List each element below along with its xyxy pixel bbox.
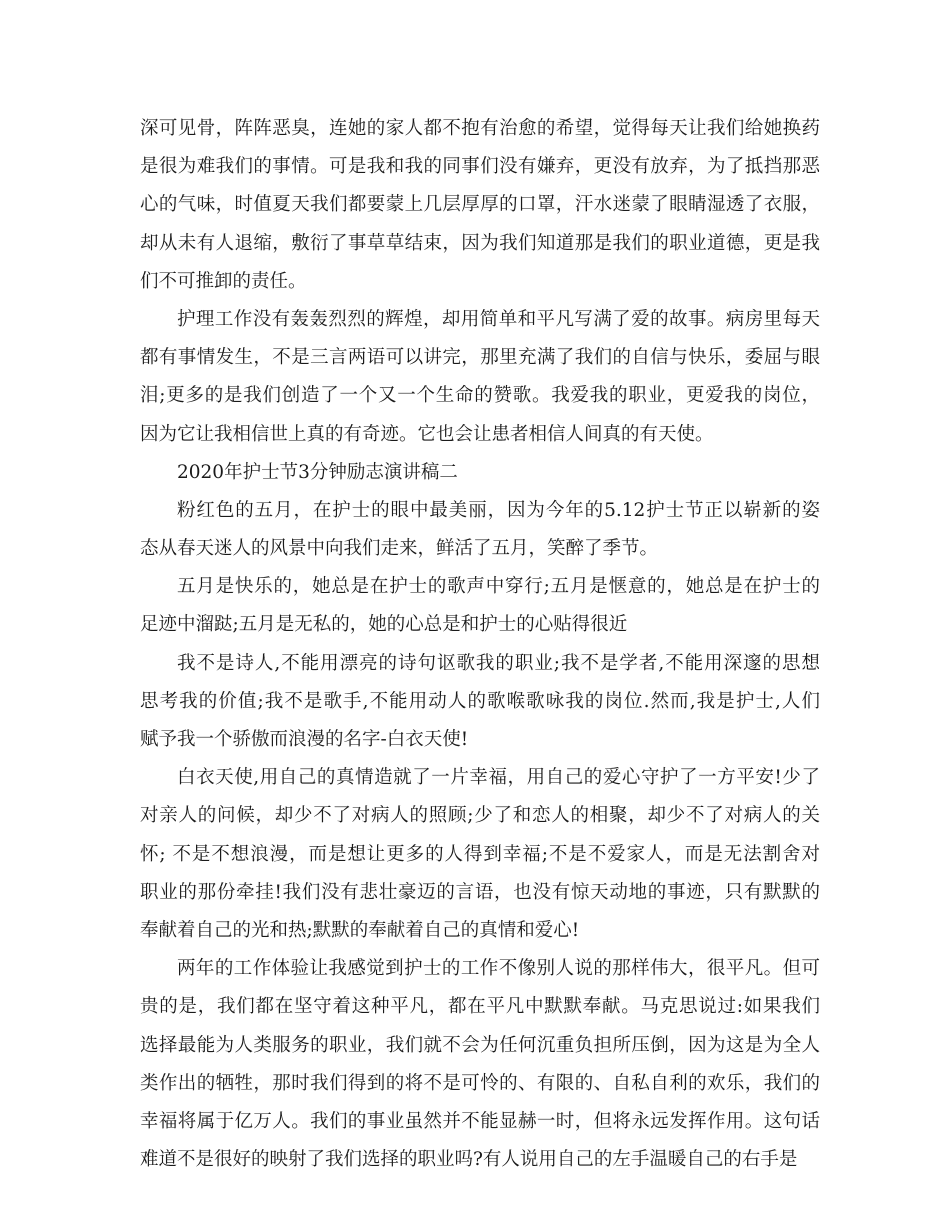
paragraph — [140, 454, 820, 492]
text-line: 足迹中溜跶;五月是无私的，她的心总是和护士的心贴得很近 — [140, 614, 628, 636]
paragraph — [140, 645, 820, 760]
paragraph — [140, 568, 820, 644]
paragraph — [140, 301, 820, 454]
text-line: 五月是快乐的，她总是在护士的歌声中穿行;五月是惬意的，她总是在护士的 — [177, 576, 820, 598]
text-line: 粉红色的五月，在护士的眼中最美丽，因为今年的5.12护士节正以崭新的姿 — [177, 499, 820, 521]
text-line: 赋予我一个骄傲而浪漫的名字-白衣天使! — [140, 729, 469, 750]
text-line: 心的气味，时值夏天我们都要蒙上几层厚厚的口罩，汗水迷蒙了眼睛湿透了衣服， — [140, 194, 820, 216]
text-line: 幸福将属于亿万人。我们的事业虽然并不能显赫一时，但将永远发挥作用。这句话 — [140, 1110, 820, 1132]
text-line: 2020年护士节3分钟励志演讲稿二 — [177, 461, 458, 483]
paragraph — [140, 492, 820, 568]
text-line: 护理工作没有轰轰烈烈的辉煌，却用简单和平凡写满了爱的故事。病房里每天 — [177, 308, 820, 330]
paragraph — [140, 950, 820, 1179]
paragraph — [140, 759, 820, 950]
text-line: 泪;更多的是我们创造了一个又一个生命的赞歌。我爱我的职业，更爱我的岗位， — [140, 385, 820, 407]
text-line: 因为它让我相信世上真的有奇迹。它也会让患者相信人间真的有天使。 — [140, 423, 714, 445]
text-line: 难道不是很好的映射了我们选择的职业吗?有人说用自己的左手温暖自己的右手是 — [140, 1149, 798, 1171]
text-line: 是很为难我们的事情。可是我和我的同事们没有嫌弃，更没有放弃，为了抵挡那恶 — [140, 156, 820, 178]
text-line: 选择最能为人类服务的职业，我们就不会为任何沉重负担所压倒，因为这是为全人 — [140, 1034, 820, 1056]
text-line: 思考我的价值;我不是歌手,不能用动人的歌喉歌咏我的岗位.然而,我是护士,人们 — [140, 690, 820, 712]
text-line: 类作出的牺牲，那时我们得到的将不是可怜的、有限的、自私自利的欢乐，我们的 — [140, 1072, 820, 1094]
paragraph — [140, 110, 820, 301]
text-line: 白衣天使,用自己的真情造就了一片幸福，用自己的爱心守护了一方平安!少了 — [177, 767, 820, 789]
text-line: 奉献着自己的光和热;默默的奉献着自己的真情和爱心! — [140, 919, 580, 941]
document-body — [140, 110, 820, 1179]
text-line: 都有事情发生，不是三言两语可以讲完，那里充满了我们的自信与快乐，委屈与眼 — [140, 347, 820, 369]
text-line: 却从未有人退缩，敷衍了事草草结束，因为我们知道那是我们的职业道德，更是我 — [140, 232, 820, 254]
text-line: 对亲人的问候，却少不了对病人的照顾;少了和恋人的相聚，却少不了对病人的关 — [140, 805, 820, 827]
text-line: 们不可推卸的责任。 — [140, 270, 307, 292]
text-line: 我不是诗人,不能用漂亮的诗句讴歌我的职业;我不是学者,不能用深邃的思想 — [177, 652, 820, 674]
text-line: 怀; 不是不想浪漫，而是想让更多的人得到幸福;不是不爱家人，而是无法割舍对 — [140, 843, 820, 865]
text-line: 态从春天迷人的风景中向我们走来，鲜活了五月，笑醉了季节。 — [140, 538, 659, 560]
text-line: 深可见骨，阵阵恶臭，连她的家人都不抱有治愈的希望，觉得每天让我们给她换药 — [140, 118, 820, 139]
text-line: 贵的是，我们都在坚守着这种平凡，都在平凡中默默奉献。马克思说过:如果我们 — [140, 996, 820, 1018]
text-line: 两年的工作体验让我感觉到护士的工作不像别人说的那样伟大，很平凡。但可 — [177, 958, 820, 980]
text-line: 职业的那份牵挂!我们没有悲壮豪迈的言语，也没有惊天动地的事迹，只有默默的 — [140, 881, 820, 903]
